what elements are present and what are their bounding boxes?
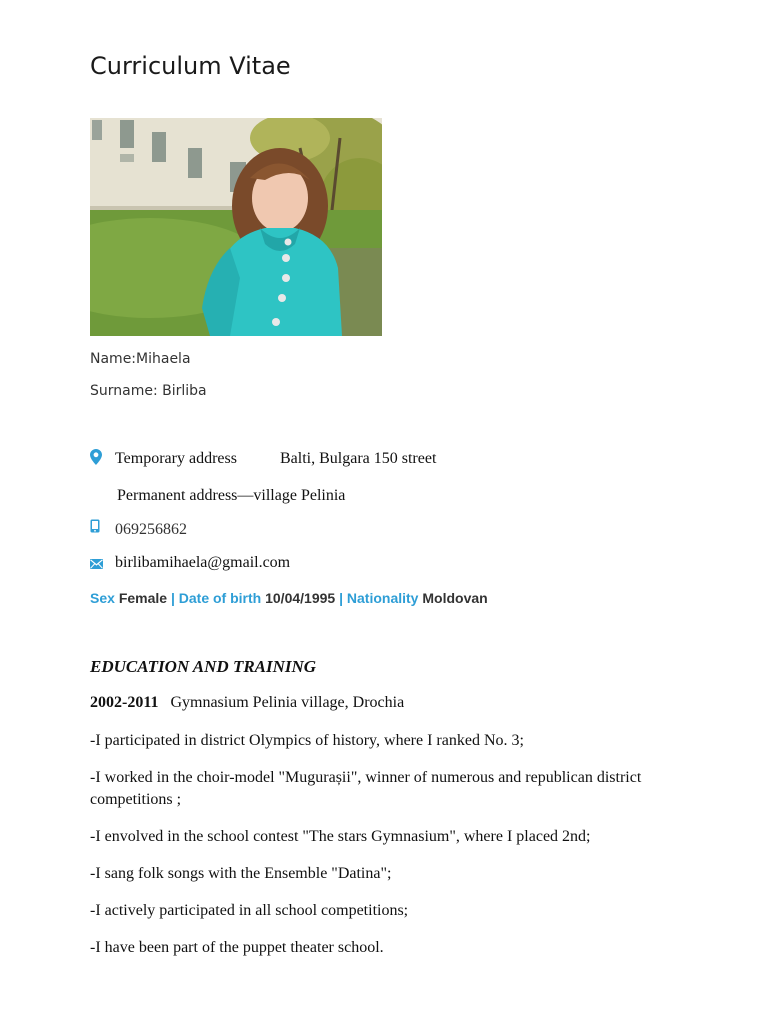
list-item: -I participated in district Olympics of history, where I ranked No. 3; (90, 732, 524, 749)
sex-label: Sex (90, 590, 115, 606)
list-item: -I worked in the choir-model "Mugurașii", winner of numerous and republican district competitions ; (90, 769, 642, 808)
location-pin-icon (90, 449, 104, 463)
phone-number: 069256862 (115, 521, 187, 538)
document-title: Curriculum Vitae (90, 52, 291, 80)
list-item: -I have been part of the puppet theater school. (90, 939, 384, 956)
profile-photo (90, 118, 382, 336)
meta-separator: | (339, 590, 343, 606)
list-item: -I sang folk songs with the Ensemble "Datina"; (90, 865, 392, 882)
list-item: -I envolved in the school contest "The stars Gymnasium", where I placed 2nd; (90, 828, 591, 845)
education-entry (90, 694, 404, 712)
nationality-label: Nationality (346, 590, 419, 606)
temporary-address-value: Balti, Bulgara 150 street (280, 450, 437, 467)
personal-meta (90, 590, 488, 606)
phone-icon (90, 519, 104, 533)
name-line: Name:Mihaela (90, 351, 191, 367)
meta-separator: | (170, 590, 175, 606)
envelope-icon (90, 556, 104, 570)
dob-label: Date of birth (178, 590, 262, 606)
dob-value: 10/04/1995 (265, 590, 336, 606)
sex-value: Female (118, 590, 168, 606)
list-item: -I actively participated in all school competitions; (90, 902, 409, 919)
permanent-address: Permanent address—village Pelinia (117, 487, 346, 504)
nationality-value: Moldovan (422, 590, 488, 606)
education-institution: Gymnasium Pelinia village, Drochia (170, 694, 405, 711)
email-address: birlibamihaela@gmail.com (115, 554, 291, 571)
education-activities (90, 730, 680, 974)
surname-line: Surname: Birliba (90, 383, 207, 399)
temporary-address-label: Temporary address (115, 450, 237, 467)
temporary-address (115, 450, 436, 468)
education-years: 2002-2011 (90, 694, 159, 711)
education-heading: EDUCATION AND TRAINING (90, 657, 317, 676)
